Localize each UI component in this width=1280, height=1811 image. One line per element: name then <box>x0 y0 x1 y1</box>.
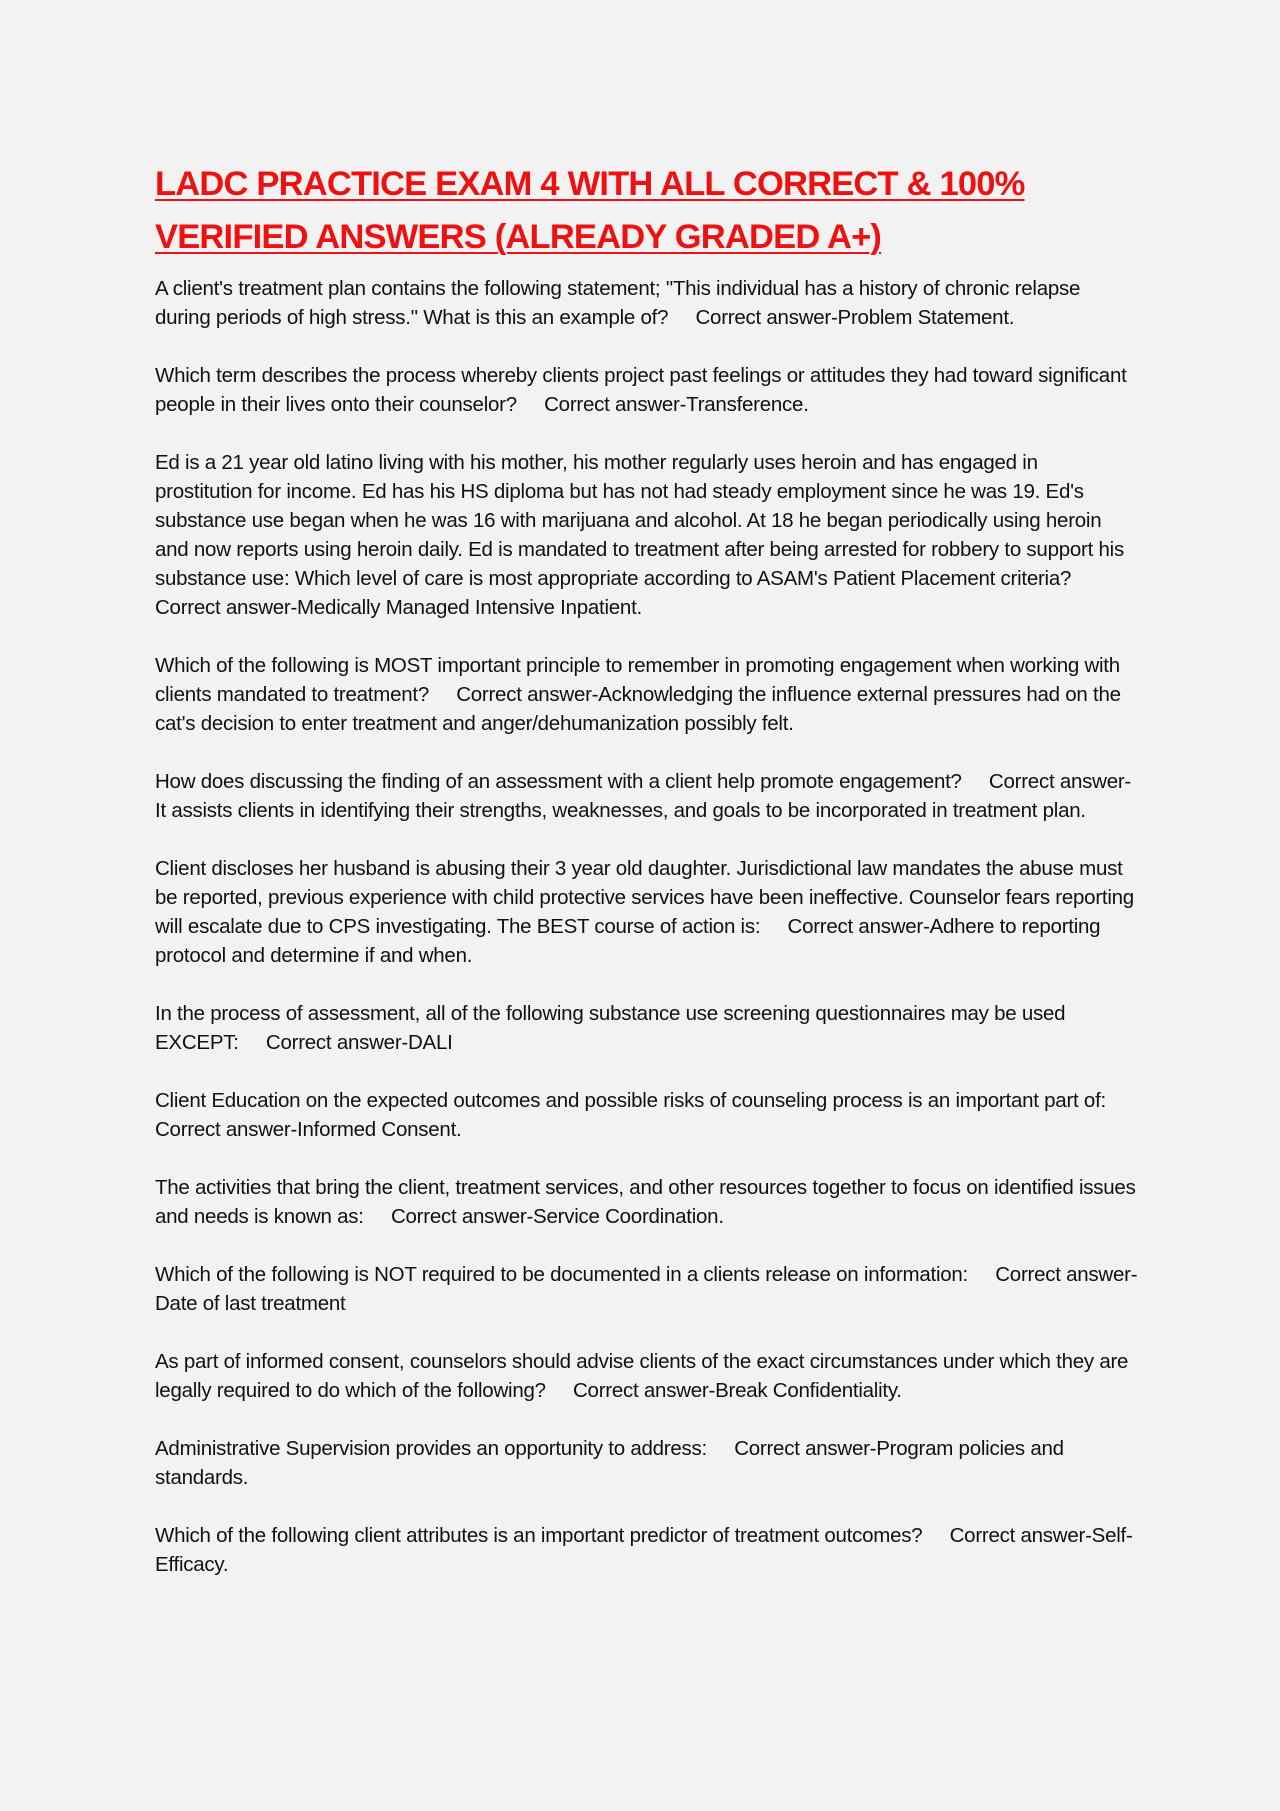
qa-item: Administrative Supervision provides an opportunity to address: Correct answer-Program policies and standards. <box>155 1437 1070 1489</box>
qa-item: Which of the following client attributes is an important predictor of treatment outcomes? Correct answer-Self-Efficacy. <box>155 1524 1133 1576</box>
qa-list <box>155 274 1140 1579</box>
qa-item: The activities that bring the client, treatment services, and other resources together to focus on identified issues and needs is known as: Correct answer-Service Coordination. <box>155 1176 1142 1228</box>
qa-item: Ed is a 21 year old latino living with his mother, his mother regularly uses heroin and has engaged in prostitution for income. Ed has his HS diploma but has not had steady employment since he was 19. Ed's substance use began when he was 16 with marijuana and alcohol. At 18 he began periodically using heroin and now reports using heroin daily. Ed is mandated to treatment after being arrested for robbery to support his substance use: Which level of care is most appropriate according to ASAM's Patient Placement criteria? Correct answer-Medically Managed Intensive Inpatient. <box>155 451 1130 619</box>
document-page <box>155 158 1140 1608</box>
qa-item: Which term describes the process whereby clients project past feelings or attitudes they had toward significant people in their lives onto their counselor? Correct answer-Transference. <box>155 364 1132 416</box>
document-title: LADC PRACTICE EXAM 4 WITH ALL CORRECT & 100% VERIFIED ANSWERS (ALREADY GRADED A+) <box>155 165 1025 256</box>
qa-item: Client discloses her husband is abusing their 3 year old daughter. Jurisdictional law mandates the abuse must be reported, previous experience with child protective services have been ineffective. Counselor fears reporting will escalate due to CPS investigating. The BEST course of action is: Correct answer-Adhere to reporting protocol and determine if and when. <box>155 857 1140 967</box>
qa-item: How does discussing the finding of an assessment with a client help promote engagement? Correct answer-It assists clients in identifying their strengths, weaknesses, and goals to be incorporated in treatment plan. <box>155 770 1131 822</box>
qa-item: Client Education on the expected outcomes and possible risks of counseling process is an important part of: Correct answer-Informed Consent. <box>155 1089 1134 1141</box>
qa-item: Which of the following is MOST important principle to remember in promoting engagement when working with clients mandated to treatment? Correct answer-Acknowledging the influence external pressures had on the cat's decision to enter treatment and anger/dehumanization possibly felt. <box>155 654 1127 735</box>
qa-item: Which of the following is NOT required to be documented in a clients release on information: Correct answer-Date of last treatment <box>155 1263 1138 1315</box>
qa-item: A client's treatment plan contains the following statement; "This individual has a history of chronic relapse during periods of high stress." What is this an example of? Correct answer-Problem Statement. <box>155 277 1086 329</box>
qa-item: As part of informed consent, counselors should advise clients of the exact circumstances under which they are legally required to do which of the following? Correct answer-Break Confidentiality. <box>155 1350 1134 1402</box>
qa-item: In the process of assessment, all of the following substance use screening questionnaires may be used EXCEPT: Correct answer-DALI <box>155 1002 1071 1054</box>
